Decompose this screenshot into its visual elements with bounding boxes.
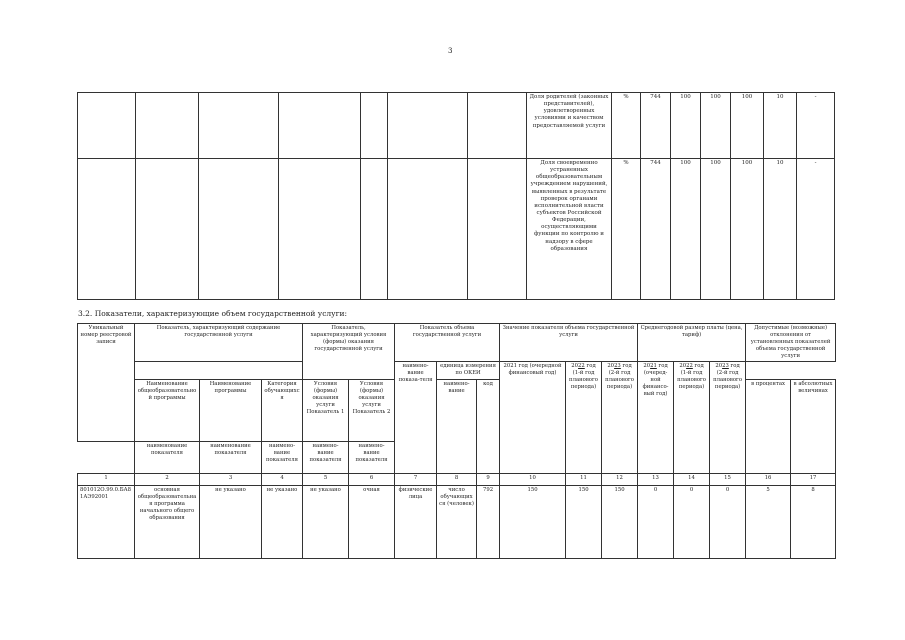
- program: не указано: [200, 486, 262, 559]
- header-sub-name: наимено-вание показателя: [303, 442, 349, 474]
- fee-2023: 0: [710, 486, 746, 559]
- header-volume-value: Значение показателя объема государственной услуги: [500, 324, 638, 362]
- header-conditions-indicator: Показатель, характеризующий условия (формы) оказания государственной услуги: [303, 324, 395, 380]
- table-row: [78, 159, 835, 300]
- value-2022: 100: [701, 93, 731, 159]
- okei-code: 792: [477, 486, 500, 559]
- header-sub-name: наимено-вание показателя: [349, 442, 395, 474]
- column-number: 6: [349, 474, 395, 486]
- deviation-percent: 10: [764, 93, 797, 159]
- column-number: 9: [477, 474, 500, 486]
- unit: %: [612, 159, 641, 300]
- indicator-name: Доля своевременно устраненных общеобразовательным учреждением нарушений, выявленных в результате проверок органами исполнительной власти субъектов Российской Федерации, осуществляющими функции по контролю и надзору в сфере образования: [527, 159, 612, 300]
- table-cell: [136, 93, 199, 159]
- value-2021: 100: [671, 93, 701, 159]
- table-row: [78, 93, 835, 159]
- unit: %: [612, 93, 641, 159]
- column-number-row: [78, 474, 836, 486]
- table-cell: [199, 159, 279, 300]
- header-deviation-percent: в процентах: [746, 380, 791, 474]
- header-year-2022: 2022 год (1-й год планового периода): [566, 362, 602, 474]
- column-number: 14: [674, 474, 710, 486]
- header-sub-name: наименование показателя: [200, 442, 262, 474]
- table-cell: [199, 93, 279, 159]
- okei-code: 744: [641, 93, 671, 159]
- header-student-category: Категория обучающихся: [262, 380, 303, 442]
- header-deviation: Допустимые (возможные) отклонения от установленных показателей объема государственной услуги: [746, 324, 836, 362]
- column-number: 11: [566, 474, 602, 486]
- student-category: не указано: [262, 486, 303, 559]
- column-number: 1: [78, 474, 135, 486]
- column-number: 2: [135, 474, 200, 486]
- column-number: 5: [303, 474, 349, 486]
- value-2023: 150: [602, 486, 638, 559]
- table-cell: [746, 362, 836, 380]
- header-deviation-absolute: в абсолютных величинах: [791, 380, 836, 474]
- volume-name: физические лица: [395, 486, 437, 559]
- header-unique-number: Уникальный номер реестровой записи: [78, 324, 135, 442]
- table-row: [78, 486, 836, 559]
- table-cell: [468, 93, 527, 159]
- table-cell: [468, 159, 527, 300]
- column-number: 13: [638, 474, 674, 486]
- column-number: 10: [500, 474, 566, 486]
- value-2021: 100: [671, 159, 701, 300]
- header-sub-name: наименование показателя: [135, 442, 200, 474]
- table-cell: [388, 93, 468, 159]
- header-fee-2022: 2022 год (1-й год планового периода): [674, 362, 710, 474]
- table-cell: [78, 442, 135, 474]
- header-program: Наименование программы: [200, 380, 262, 442]
- page-number: 3: [448, 47, 453, 55]
- column-number: 17: [791, 474, 836, 486]
- table-cell: [135, 362, 303, 380]
- deviation-percent: 10: [764, 159, 797, 300]
- header-okei-name: наимено-вание: [437, 380, 477, 474]
- table-cell: [279, 93, 361, 159]
- condition-1: не указано: [303, 486, 349, 559]
- value-2022: 100: [701, 159, 731, 300]
- indicator-name: Доля родителей (законных представителей), удовлетворенных условиями и качеством предоставляемой услуги: [527, 93, 612, 159]
- value-2023: 100: [731, 93, 764, 159]
- header-row: [78, 362, 836, 380]
- condition-2: очная: [349, 486, 395, 559]
- okei-code: 744: [641, 159, 671, 300]
- column-number: 16: [746, 474, 791, 486]
- header-program-name: Наименование общеобразовательной программы: [135, 380, 200, 442]
- header-row: [78, 324, 836, 362]
- fee-2021: 0: [638, 486, 674, 559]
- program-name: основная общеобразовательная программа начального общего образования: [135, 486, 200, 559]
- value-2023: 100: [731, 159, 764, 300]
- header-fee-2023: 2023 год (2-й год планового периода): [710, 362, 746, 474]
- header-average-fee: Среднегодовой размер платы (цена, тариф): [638, 324, 746, 362]
- table-cell: [361, 93, 388, 159]
- column-number: 3: [200, 474, 262, 486]
- table-cell: [78, 159, 136, 300]
- header-year-2021: 2021 год (очередной финансовый год): [500, 362, 566, 474]
- deviation-percent: 5: [746, 486, 791, 559]
- header-okei-code: код: [477, 380, 500, 474]
- header-sub-name: наимено-вание показателя: [262, 442, 303, 474]
- deviation-absolute: -: [797, 93, 835, 159]
- registry-number: 801012О.99.0.БА81АЭ92001: [78, 486, 135, 559]
- table-cell: [279, 159, 361, 300]
- header-fee-2021: 2021 год (очеред-ной финансо-вый год): [638, 362, 674, 474]
- header-content-indicator: Показатель, характеризующий содержание государственной услуги: [135, 324, 303, 362]
- column-number: 15: [710, 474, 746, 486]
- column-number: 7: [395, 474, 437, 486]
- deviation-absolute: -: [797, 159, 835, 300]
- header-okei: единица измерения по ОКЕИ: [437, 362, 500, 380]
- column-number: 8: [437, 474, 477, 486]
- column-number: 12: [602, 474, 638, 486]
- table-cell: [136, 159, 199, 300]
- fee-2022: 0: [674, 486, 710, 559]
- value-2021: 150: [500, 486, 566, 559]
- column-number: 4: [262, 474, 303, 486]
- section-heading: 3.2. Показатели, характеризующие объем государственной услуги:: [78, 309, 348, 318]
- okei-name: число обучающихся (человек): [437, 486, 477, 559]
- table-cell: [361, 159, 388, 300]
- header-condition-1: Условия (формы) оказания услуги Показатель 1: [303, 380, 349, 442]
- quality-indicators-table-continued: [77, 92, 835, 300]
- header-volume-indicator: Показатель объема государственной услуги: [395, 324, 500, 362]
- deviation-absolute: 8: [791, 486, 836, 559]
- value-2022: 150: [566, 486, 602, 559]
- volume-indicators-table: [77, 323, 836, 559]
- table-cell: [388, 159, 468, 300]
- header-condition-2: Условия (формы) оказания услуги Показатель 2: [349, 380, 395, 442]
- table-cell: [78, 93, 136, 159]
- header-volume-name: наимено-вание показа-теля: [395, 362, 437, 474]
- header-year-2023: 2023 год (2-й год планового периода): [602, 362, 638, 474]
